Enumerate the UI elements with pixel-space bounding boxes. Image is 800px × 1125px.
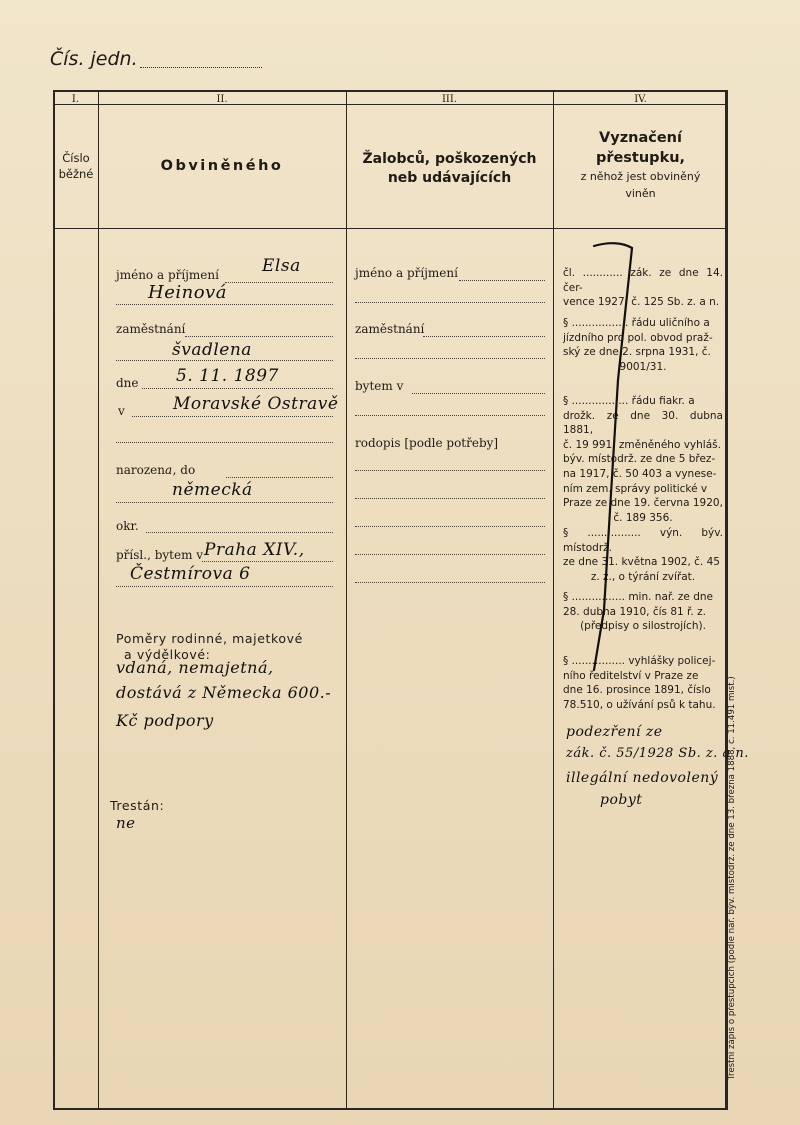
accused-circumstances-label1: Poměry rodinné, majetkové [116, 631, 303, 646]
accused-job-value: švadlena [172, 340, 252, 360]
rodopis-dotline-4 [355, 554, 545, 555]
accused-district-dotline [146, 532, 333, 533]
accused-place-label: v [118, 404, 125, 418]
rodopis-dotline-3 [355, 526, 545, 527]
offense-3-line4: býv. místodrž. ze dne 5 břez- [563, 453, 716, 466]
accused-residence-label: přísl., bytem v [116, 548, 204, 562]
accused-blank-dotline [116, 442, 333, 443]
accused-date-label: dne [116, 376, 139, 390]
complainant-name-label: jméno a příjmení [355, 266, 458, 280]
offense-6-line1: § ................ vyhlášky policej- [563, 655, 716, 667]
offense-3-line1: § ................. řádu fiakr. a [563, 395, 695, 407]
accused-place-dotline [132, 416, 333, 417]
column-number-3: III. [441, 94, 458, 105]
accused-born-label: narozena, do [116, 463, 196, 477]
column-header-complainants [346, 150, 553, 188]
offense-title-line1: Vyznačení [599, 130, 682, 146]
offense-subtitle-line2: viněn [625, 187, 656, 200]
accused-punished-value: ne [116, 814, 136, 832]
complainant-residence-label: bytem v [355, 379, 404, 393]
offense-6-line4: 78.510, o užívání psů k tahu. [563, 698, 716, 711]
offense-1-line2: vence 1927, č. 125 Sb. z. a n. [563, 296, 720, 309]
accused-job-dotline [185, 336, 333, 337]
reference-number-field [50, 48, 262, 70]
reference-label: Čís. jedn. [50, 48, 138, 70]
column-divider-2 [346, 90, 347, 1110]
accused-name-dotline2 [116, 304, 333, 305]
column-number-2: II. [216, 94, 228, 105]
accused-circumstances-label2: a výdělkové: [124, 647, 211, 662]
offense-5-line1: § ................ min. nař. ze dne [563, 591, 714, 603]
rodopis-dotline-5 [355, 582, 545, 583]
offense-6-line2: ního ředitelství v Praze ze [563, 669, 699, 682]
offense-4-line2: ze dne 31. května 1902, č. 45 [563, 556, 720, 569]
column-number-1: I. [71, 94, 80, 105]
accused-residence-value2: Čestmírova 6 [130, 564, 251, 584]
accused-job-label: zaměstnání [116, 322, 186, 336]
accused-circumstances-line3: Kč podpory [116, 711, 214, 730]
rodopis-dotline-2 [355, 498, 545, 499]
hand-offense-line1: podezření ze [566, 724, 663, 740]
offense-2-line1: § ................. řádu uličního a [563, 317, 710, 329]
offense-2-line2: jízdního pro pol. obvod praž- [563, 331, 713, 344]
hand-offense-line2: zák. č. 55/1928 Sb. z. a n. [566, 746, 749, 761]
strike-through-mark [588, 240, 648, 680]
accused-given-name: Elsa [262, 256, 301, 276]
complainants-title-line1: Žalobců, poškozených [362, 151, 537, 167]
header-row-divider [53, 228, 728, 229]
offense-2-line3: ský ze dne 2. srpna 1931, č. [563, 346, 711, 359]
accused-circumstances-line1: vdaná, nemajetná, [116, 658, 274, 677]
born-to-label: do [180, 463, 196, 477]
complainant-residence-dotline2 [355, 415, 545, 416]
column-divider-3 [553, 90, 554, 1110]
offense-subtitle-line1: z něhož jest obviněný [580, 170, 701, 183]
column-divider-1 [98, 90, 99, 1110]
complainant-name-dotline2 [355, 302, 545, 303]
accused-circumstances-line2: dostává z Německa 600.- [116, 683, 332, 702]
offense-1-line1: čl. ............ zák. ze dne 14. čer- [563, 267, 723, 294]
offense-3-line7: Praze ze dne 19. června 1920, [563, 497, 723, 510]
accused-place-value: Moravské Ostravě [173, 394, 339, 414]
accused-residence-dotline [202, 561, 333, 562]
offense-title-line2: přestupku, [595, 150, 686, 166]
complainant-rodopis-label: rodopis [podle potřeby] [355, 436, 499, 450]
accused-job-dotline2 [116, 360, 333, 361]
accused-nationality-value: německá [172, 480, 253, 500]
complainant-job-label: zaměstnání [355, 322, 425, 336]
complainants-title-line2: neb udávajících [387, 170, 512, 186]
accused-nationality-dotline [116, 502, 333, 503]
offense-6-line3: dne 16. prosince 1891, číslo [563, 684, 711, 697]
column-header-accused: Obviněného [160, 158, 284, 174]
offense-3-line5: na 1917, č. 50 403 a vynese- [563, 467, 717, 480]
offense-5-line2: 28. dubna 1910, čís 81 ř. z. [563, 605, 706, 618]
offense-5-line3: (předpisy o silostrojích). [580, 620, 706, 633]
accused-residence-dotline2 [116, 586, 333, 587]
offense-3-line6: ním zem. správy politické v [563, 482, 708, 495]
column-header-offense [553, 128, 728, 202]
offense-3-line8: č. 189 356. [613, 511, 673, 524]
offense-4-line1: § ................ výn. býv. místodrž. [563, 527, 723, 554]
complainant-job-dotline [423, 336, 545, 337]
accused-district-label: okr. [116, 519, 139, 533]
offense-4-line3: z. z., o týrání zvířat. [590, 570, 696, 583]
accused-residence-value1: Praha XIV., [204, 540, 305, 560]
reference-blank-line [140, 67, 262, 68]
born-label-text: narozen [116, 463, 165, 477]
offense-3-line3: č. 19 991, změněného vyhláš. [563, 438, 721, 451]
complainant-residence-dotline [412, 393, 545, 394]
offense-2-line4: 9001/31. [619, 360, 667, 373]
accused-name-label: jméno a příjmení [116, 268, 219, 282]
column-number-4: IV. [634, 94, 647, 105]
offense-3-line2: drožk. ze dne 30. dubna 1881, [563, 409, 723, 437]
form-side-caption: Trestní zápis o přestupcích (podle nař. býv. místodrž. ze dne 13. března 1888, č. 11.491 mist.) [727, 676, 737, 1080]
accused-date-value: 5. 11. 1897 [176, 366, 279, 386]
complainant-name-dotline [459, 280, 545, 281]
accused-name-dotline [225, 282, 333, 283]
accused-family-name: Heinová [148, 282, 227, 303]
hand-offense-line4: pobyt [600, 792, 643, 808]
accused-punished-label: Trestán: [110, 798, 165, 813]
rodopis-dotline-1 [355, 470, 545, 471]
column-header-serial: Číslo běžné [58, 151, 94, 181]
accused-born-dotline [226, 477, 333, 478]
accused-date-dotline [142, 388, 333, 389]
hand-offense-line3: illegální nedovolený [566, 770, 719, 786]
born-suffix: a [165, 463, 173, 477]
complainant-job-dotline2 [355, 358, 545, 359]
